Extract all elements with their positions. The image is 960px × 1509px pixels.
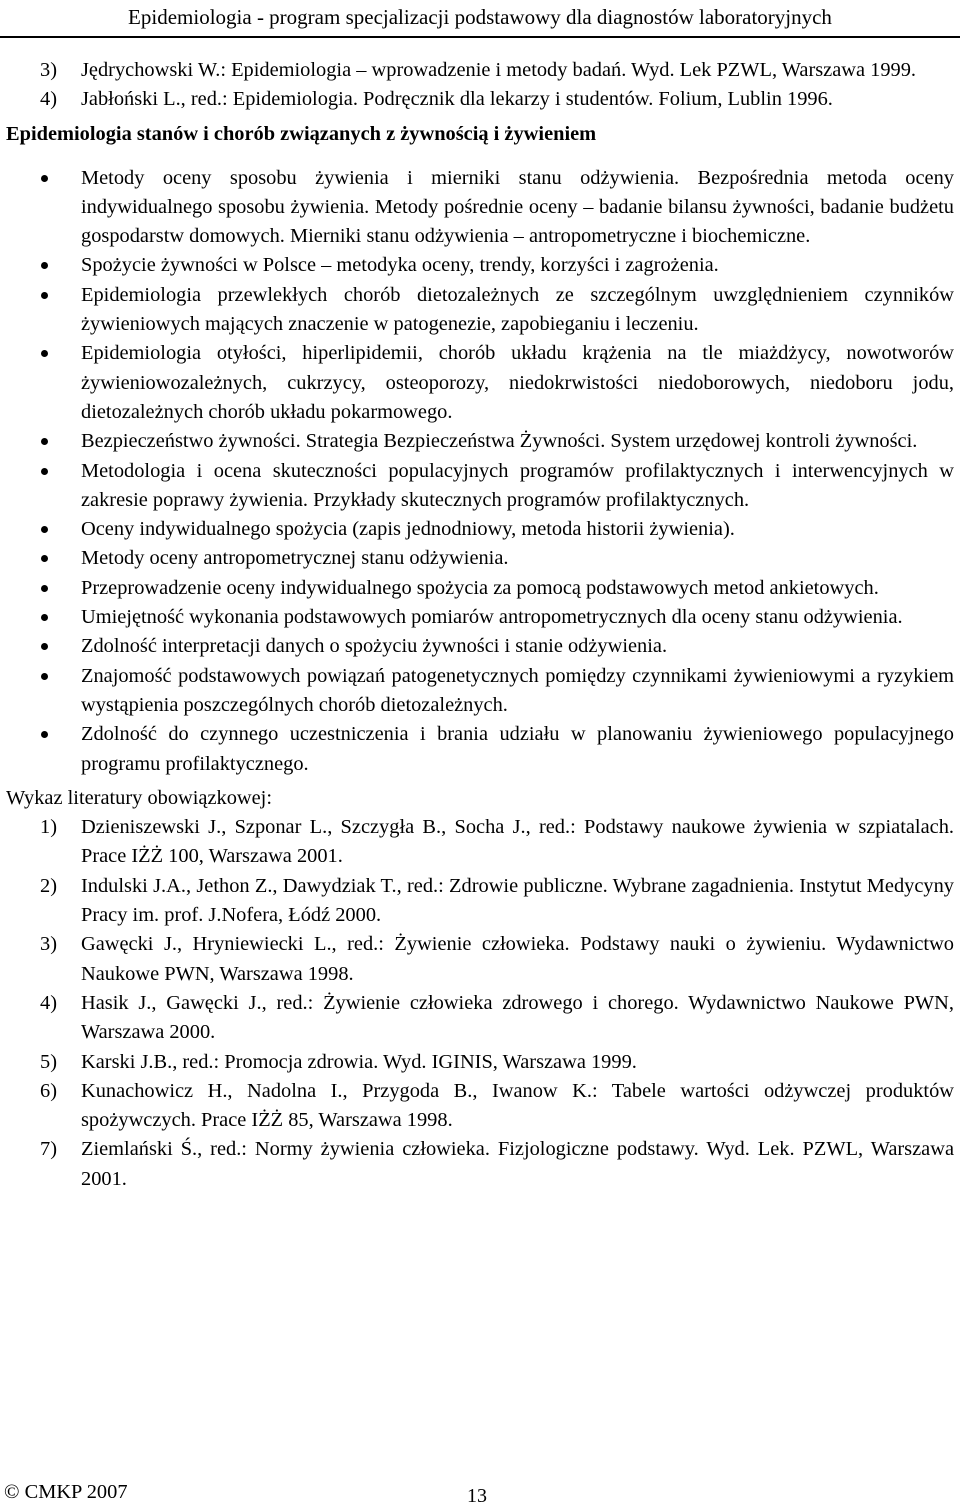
bullet-icon — [41, 731, 48, 738]
bullet-item — [0, 164, 960, 252]
footer-copyright: © CMKP 2007 — [4, 1481, 128, 1503]
bullet-icon — [41, 673, 48, 680]
bullet-text: Znajomość podstawowych powiązań patogenetycznych pomiędzy czynnikami żywieniowymi a ryzykiem wystąpienia poszczególnych chorób dietozależnych. — [81, 664, 954, 716]
literature-item — [0, 1135, 960, 1194]
bullet-icon — [41, 585, 48, 592]
bullet-item — [0, 632, 960, 661]
item-text: Jędrychowski W.: Epidemiologia – wprowadzenie i metody badań. Wyd. Lek PZWL, Warszawa 1999. — [81, 59, 917, 81]
header-divider — [0, 36, 960, 38]
bullet-text: Zdolność do czynnego uczestniczenia i brania udziału w planowaniu żywieniowego populacyjnego programu profilaktycznego. — [81, 723, 954, 775]
item-number: 5) — [40, 1050, 57, 1073]
literature-item — [0, 989, 960, 1048]
item-text: Kunachowicz H., Nadolna I., Przygoda B., Iwanow K.: Tabele wartości odżywczej produktów spożywczych. Prace IŻŻ 85, Warszawa 1998. — [81, 1079, 954, 1132]
bullet-item — [0, 281, 960, 340]
literature-item — [0, 1077, 960, 1136]
page-number: 13 — [467, 1485, 487, 1507]
bullet-item — [0, 603, 960, 632]
bullet-text: Oceny indywidualnego spożycia (zapis jednodniowy, metoda historii żywienia). — [81, 518, 735, 541]
item-text: Hasik J., Gawęcki J., red.: Żywienie człowieka zdrowego i chorego. Wydawnictwo Naukowe PWN, Warszawa 2000. — [81, 991, 954, 1044]
bullet-icon — [41, 643, 48, 650]
item-number: 1) — [40, 816, 57, 839]
running-header: Epidemiologia - program specjalizacji podstawowy dla diagnostów laboratoryjnych — [128, 5, 832, 29]
bullet-icon — [41, 262, 48, 269]
literature-item — [0, 930, 960, 989]
bullet-icon — [41, 292, 48, 299]
bullet-icon — [41, 614, 48, 621]
item-number: 2) — [40, 874, 57, 897]
literature-item — [0, 872, 960, 931]
previous-literature-list — [0, 56, 960, 115]
bullet-icon — [41, 175, 48, 182]
item-text: Gawęcki J., Hryniewiecki L., red.: Żywienie człowieka. Podstawy nauki o żywieniu. Wydawnictwo Naukowe PWN, Warszawa 1998. — [81, 933, 954, 985]
bullet-text: Spożycie żywności w Polsce – metodyka oceny, trendy, korzyści i zagrożenia. — [81, 254, 719, 277]
bullet-icon — [41, 526, 48, 533]
item-text: Dzieniszewski J., Szponar L., Szczygła B., Socha J., red.: Podstawy naukowe żywienia w szpiatalach. Prace IŻŻ 100, Warszawa 2001. — [81, 816, 954, 868]
bullet-text: Bezpieczeństwo żywności. Strategia Bezpieczeństwa Żywności. System urzędowej kontroli żywności. — [81, 430, 918, 453]
bullet-icon — [41, 438, 48, 445]
bullet-item — [0, 339, 960, 427]
bullet-item — [0, 251, 960, 280]
bullet-text: Zdolność interpretacji danych o spożyciu żywności i stanie odżywienia. — [81, 635, 668, 658]
item-text: Karski J.B., red.: Promocja zdrowia. Wyd. IGINIS, Warszawa 1999. — [81, 1050, 637, 1073]
bullet-icon — [41, 468, 48, 475]
page-content — [0, 56, 960, 1194]
bullet-item — [0, 662, 960, 721]
item-number: 6) — [40, 1079, 57, 1102]
bullet-item — [0, 574, 960, 603]
item-text: Ziemlański Ś., red.: Normy żywienia człowieka. Fizjologiczne podstawy. Wyd. Lek. PZWL, Warszawa 2001. — [81, 1138, 954, 1190]
literature-item — [0, 85, 960, 114]
bullet-text: Metodologia i ocena skuteczności populacyjnych programów profilaktycznych i interwencyjnych w zakresie poprawy żywienia. Przykłady skutecznych programów profilaktycznych. — [81, 459, 954, 511]
bullet-text: Epidemiologia otyłości, hiperlipidemii, chorób układu krążenia na tle miażdżycy, nowotworów żywieniowozależnych, cukrzycy, osteoporozy, niedokrwistości niedoborowych, niedoboru jodu, dietozależnych chorób układu pokarmowego. — [81, 342, 954, 423]
bullet-icon — [41, 555, 48, 562]
bullet-item — [0, 457, 960, 516]
bullet-text: Umiejętność wykonania podstawowych pomiarów antropometrycznych dla oceny stanu odżywienia. — [81, 606, 903, 629]
bullet-text: Metody oceny sposobu żywienia i mierniki stanu odżywienia. Bezpośrednia metoda oceny indywidualnego sposobu żywienia. Metody pośrednie oceny – badanie bilansu żywności, badanie budżetu gospodarstw domowych. Mierniki stanu odżywienia – antropometryczne i biochemiczne. — [81, 166, 954, 248]
item-number: 4) — [40, 88, 57, 111]
literature-item — [0, 813, 960, 872]
bullet-text: Epidemiologia przewlekłych chorób dietozależnych ze szczególnym uwzględnieniem czynników żywieniowych mających znaczenie w patogenezie, zapobieganiu i leczeniu. — [81, 283, 954, 336]
bullet-item — [0, 544, 960, 573]
item-number: 3) — [40, 59, 57, 81]
bullet-icon — [41, 350, 48, 357]
literature-item — [0, 56, 960, 85]
literature-list — [0, 813, 960, 1194]
bullet-item — [0, 515, 960, 544]
section-heading: Epidemiologia stanów i chorób związanych z żywnością i żywieniem — [6, 122, 597, 145]
bullet-item — [0, 720, 960, 779]
item-number: 7) — [40, 1138, 57, 1161]
item-number: 4) — [40, 991, 57, 1014]
topic-bullet-list — [0, 164, 960, 779]
bullet-text: Przeprowadzenie oceny indywidualnego spożycia za pomocą podstawowych metod ankietowych. — [81, 576, 879, 599]
item-text: Indulski J.A., Jethon Z., Dawydziak T., red.: Zdrowie publiczne. Wybrane zagadnienia. Instytut Medycyny Pracy im. prof. J.Nofera, Łódź 2000. — [81, 874, 954, 927]
item-text: Jabłoński L., red.: Epidemiologia. Podręcznik dla lekarzy i studentów. Folium, Lublin 1996. — [81, 88, 833, 111]
item-number: 3) — [40, 933, 57, 956]
bullet-text: Metody oceny antropometrycznej stanu odżywienia. — [81, 547, 509, 570]
bullet-item — [0, 427, 960, 456]
literature-item — [0, 1048, 960, 1077]
literature-heading: Wykaz literatury obowiązkowej: — [6, 786, 273, 809]
